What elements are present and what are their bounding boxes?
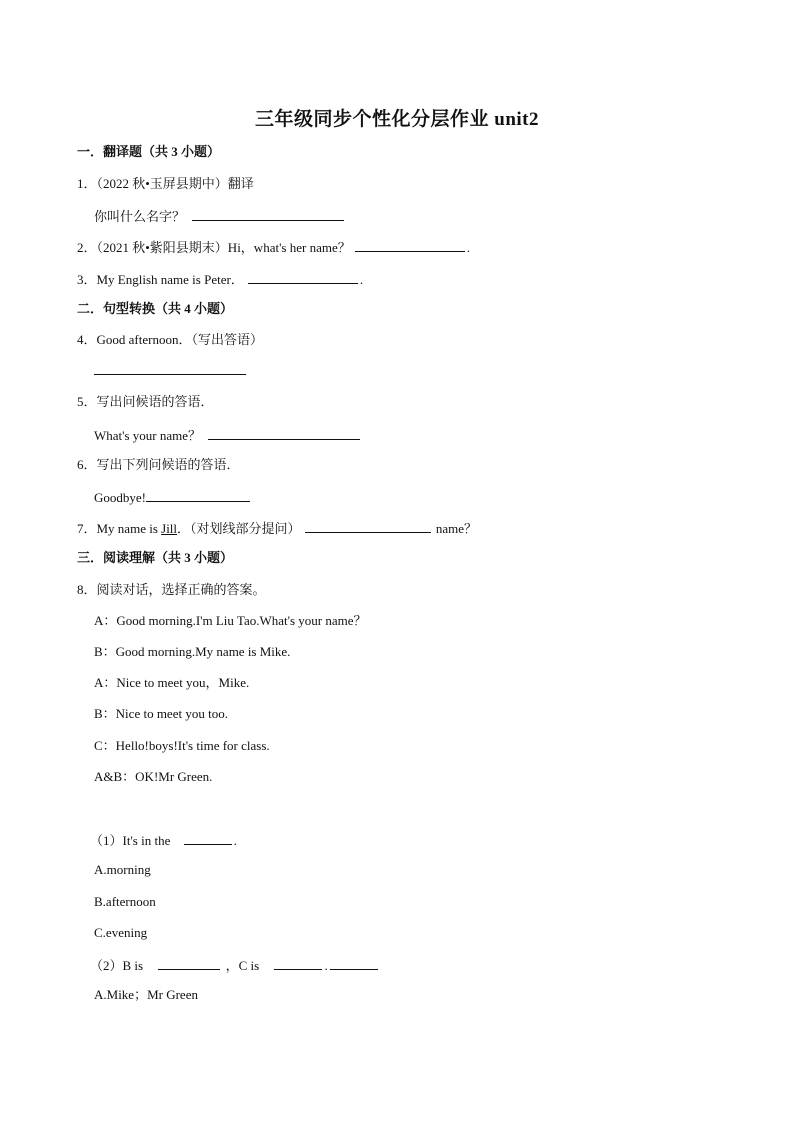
subquestion-1-line [90, 830, 237, 850]
option-c[interactable]: C.evening [94, 925, 148, 940]
subquestion-2-line [90, 955, 380, 975]
section-heading-translation: 一．翻译题（共 3 小题） [77, 144, 221, 159]
dialogue-line: B：Good morning.My name is Mike. [94, 644, 291, 659]
subquestion-2-separator: . [324, 958, 328, 973]
dialogue-line: B：Nice to meet you too. [94, 706, 228, 721]
question-7-post: name？ [435, 521, 477, 536]
question-6-answer-blank[interactable] [146, 487, 250, 502]
page-title: 三年级同步个性化分层作业 unit2 [255, 109, 539, 130]
dialogue-line: A：Good morning.I'm Liu Tao.What's your name？ [94, 613, 367, 628]
question-4-answer-blank[interactable] [94, 360, 246, 375]
question-8-stem: 8．阅读对话，选择正确的答案。 [77, 582, 266, 597]
question-2-line [77, 237, 470, 257]
question-7-instruction: ．（对划线部分提问） [177, 521, 301, 536]
subquestion-2-blank-2[interactable] [274, 955, 322, 970]
dialogue-line: C：Hello!boys!It's time for class. [94, 738, 270, 753]
question-6-line [94, 487, 252, 507]
option-a[interactable]: A.morning [94, 862, 151, 877]
question-3-answer-blank[interactable] [248, 269, 358, 284]
question-6-stem: 6．写出下列问候语的答语． [77, 457, 240, 472]
dialogue-line: A：Nice to meet you，Mike. [94, 675, 250, 690]
question-7-underlined-word: Jill [161, 521, 178, 536]
question-1-answer-blank[interactable] [192, 206, 344, 221]
question-6-prompt: Goodbye! [94, 490, 146, 505]
question-5-prompt: What's your name？ [94, 428, 202, 443]
question-1-line [94, 206, 346, 226]
question-7-answer-blank[interactable] [305, 518, 431, 533]
question-3-line [77, 269, 363, 289]
option-b[interactable]: B.afternoon [94, 894, 156, 909]
question-5-line [94, 425, 362, 445]
section-heading-reading: 三．阅读理解（共 3 小题） [77, 550, 234, 565]
question-4-line [94, 360, 248, 380]
question-2-stem: 2．（2021 秋•紫阳县期末）Hi，what's her name？ [77, 240, 351, 255]
subquestion-2-blank-1[interactable] [158, 955, 220, 970]
subquestion-1-end: . [233, 833, 237, 848]
subquestion-1-answer-blank[interactable] [184, 830, 232, 845]
question-5-answer-blank[interactable] [208, 425, 360, 440]
question-1-stem: 1．（2022 秋•玉屏县期中）翻译 [77, 176, 254, 191]
question-3-stem: 3．My English name is Peter． [77, 272, 244, 287]
question-3-end: . [359, 272, 364, 287]
subquestion-2-blank-3[interactable] [330, 955, 378, 970]
question-7-pre: 7．My name is [77, 521, 162, 536]
subquestion-2-mid: ，C is [225, 958, 260, 973]
subquestion-2-stem: （2）B is [90, 958, 144, 973]
section-heading-sentence-conversion: 二．句型转换（共 4 小题） [77, 301, 234, 316]
question-1-prompt: 你叫什么名字？ [94, 209, 186, 224]
question-2-answer-blank[interactable] [355, 237, 465, 252]
subquestion-1-stem: （1）It's in the [90, 833, 171, 848]
question-5-stem: 5．写出问候语的答语． [77, 394, 214, 409]
option-a[interactable]: A.Mike；Mr Green [94, 987, 198, 1002]
question-4-stem: 4．Good afternoon．（写出答语） [77, 332, 263, 347]
question-2-end: . [466, 240, 470, 255]
question-7-line [77, 518, 477, 538]
dialogue-line: A&B：OK!Mr Green. [94, 769, 213, 784]
